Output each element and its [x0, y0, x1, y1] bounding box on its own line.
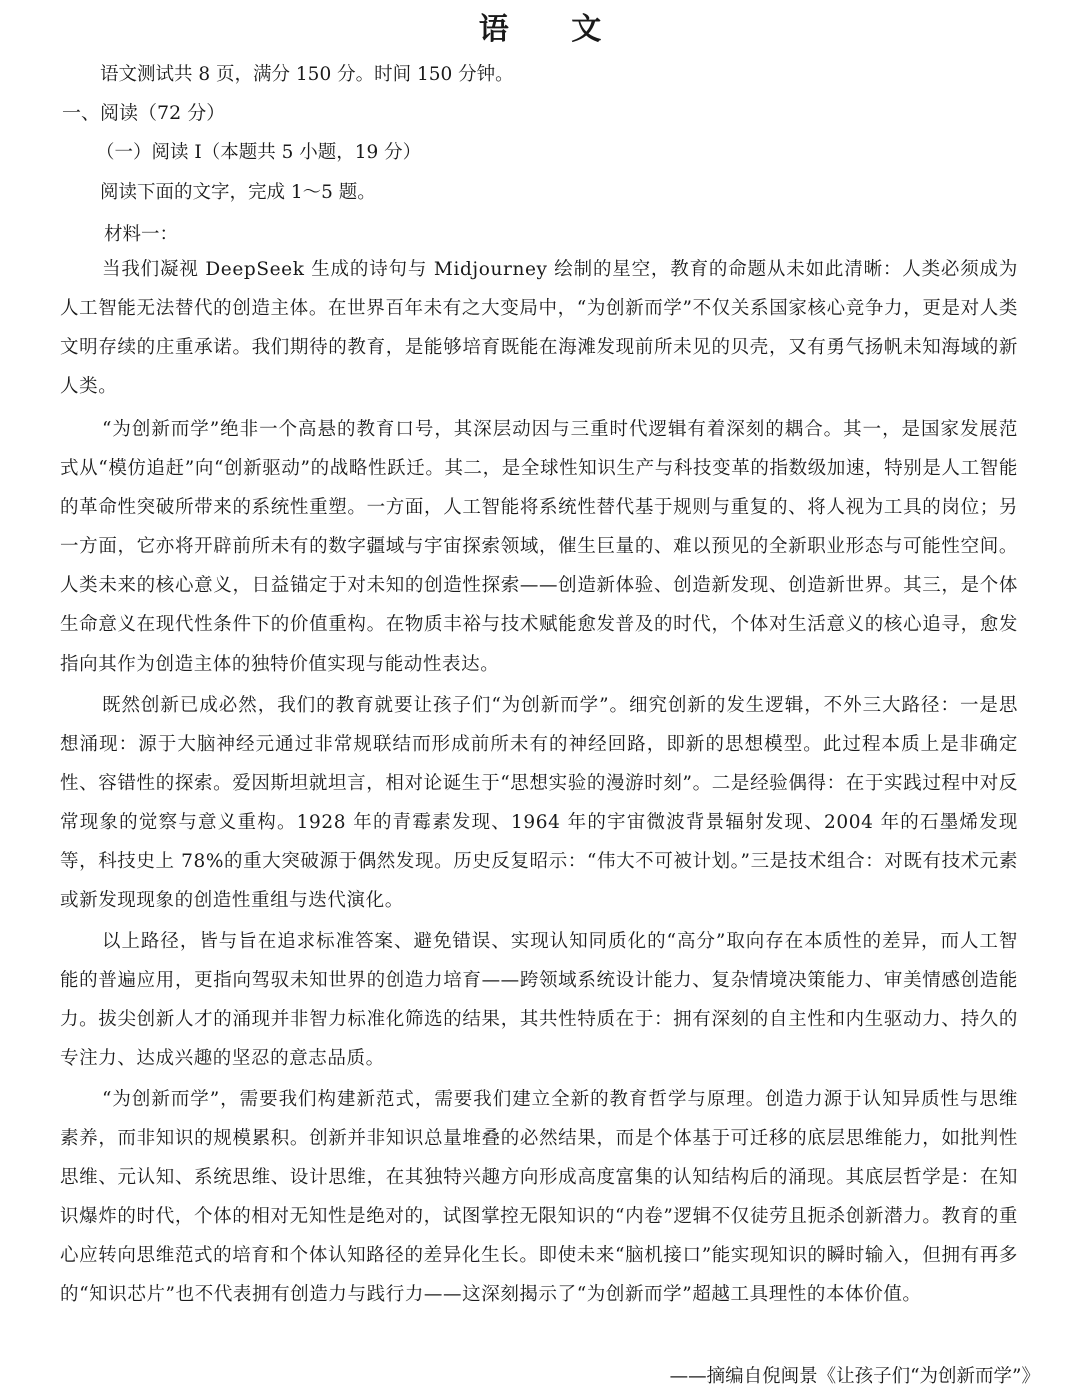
subsection-heading: （一）阅读 I（本题共 5 小题，19 分）	[96, 142, 422, 163]
reading-instruction: 阅读下面的文字，完成 1～5 题。	[100, 182, 376, 203]
material-label: 材料一：	[104, 224, 179, 245]
page-title: 语 文	[478, 12, 628, 47]
paragraph-3: 既然创新已成必然，我们的教育就要让孩子们“为创新而学”。细究创新的发生逻辑，不外三大路径：一是思想涌现：源于大脑神经元通过非常规联结而形成前所未有的神经回路，即新的思想模型。此过程本质上是非确定性、容错性的探索。爱因斯坦就坦言，相对论诞生于“思想实验的漫游时刻”。二是经验偶得：在于实践过程中对反常现象的觉察与意义重构。1928 年的青霉素发现、1964 年的宇宙微波背景辐射发现、2004 年的石墨烯发现等，科技史上 78%的重大突破源于偶然发现。历史反复昭示：“伟大不可被计划。”三是技术组合：对既有技术元素或新发现现象的创造性重组与迭代演化。	[60, 695, 1018, 912]
paragraph-5: “为创新而学”，需要我们构建新范式，需要我们建立全新的教育哲学与原理。创造力源于认知异质性与思维素养，而非知识的规模累积。创新并非知识总量堆叠的必然结果，而是个体基于可迁移的底层思维能力，如批判性思维、元认知、系统思维、设计思维，在其独特兴趣方向形成高度富集的认知结构后的涌现。其底层哲学是：在知识爆炸的时代，个体的相对无知性是绝对的，试图掌控无限知识的“内卷”逻辑不仅徒劳且扼杀创新潜力。教育的重心应转向思维范式的培育和个体认知路径的差异化生长。即使未来“脑机接口”能实现知识的瞬时输入，但拥有再多的“知识芯片”也不代表拥有创造力与践行力——这深刻揭示了“为创新而学”超越工具理性的本体价值。	[60, 1089, 1018, 1306]
exam-intro: 语文测试共 8 页，满分 150 分。时间 150 分钟。	[100, 64, 514, 85]
paragraph-4: 以上路径，皆与旨在追求标准答案、避免错误、实现认知同质化的“高分”取向存在本质性的差异，而人工智能的普遍应用，更指向驾驭未知世界的创造力培育——跨领域系统设计能力、复杂情境决策能力、审美情感创造能力。拔尖创新人才的涌现并非智力标准化筛选的结果，其共性特质在于：拥有深刻的自主性和内生驱动力、持久的专注力、达成兴趣的坚忍的意志品质。	[60, 931, 1018, 1070]
paragraph-1: 当我们凝视 DeepSeek 生成的诗句与 Midjourney 绘制的星空，教育的命题从未如此清晰：人类必须成为人工智能无法替代的创造主体。在世界百年未有之大变局中，“为创新而学”不仅关系国家核心竞争力，更是对人类文明存续的庄重承诺。我们期待的教育，是能够培育既能在海滩发现前所未见的贝壳，又有勇气扬帆未知海域的新人类。	[60, 259, 1018, 398]
section-heading: 一、阅读（72 分）	[62, 102, 226, 124]
paragraph-2: “为创新而学”绝非一个高悬的教育口号，其深层动因与三重时代逻辑有着深刻的耦合。其一，是国家发展范式从“模仿追赶”向“创新驱动”的战略性跃迁。其二，是全球性知识生产与科技变革的指数级加速，特别是人工智能的革命性突破所带来的系统性重塑。一方面，人工智能将系统性替代基于规则与重复的、将人视为工具的岗位；另一方面，它亦将开辟前所未有的数字疆域与宇宙探索领域，催生巨量的、难以预见的全新职业形态与可能性空间。人类未来的核心意义，日益锚定于对未知的创造性探索——创造新体验、创造新发现、创造新世界。其三，是个体生命意义在现代性条件下的价值重构。在物质丰裕与技术赋能愈发普及的时代，个体对生活意义的核心追寻，愈发指向其作为创造主体的独特价值实现与能动性表达。	[60, 419, 1018, 675]
source-citation: ——摘编自倪闽景《让孩子们“为创新而学”》	[669, 1366, 1040, 1387]
